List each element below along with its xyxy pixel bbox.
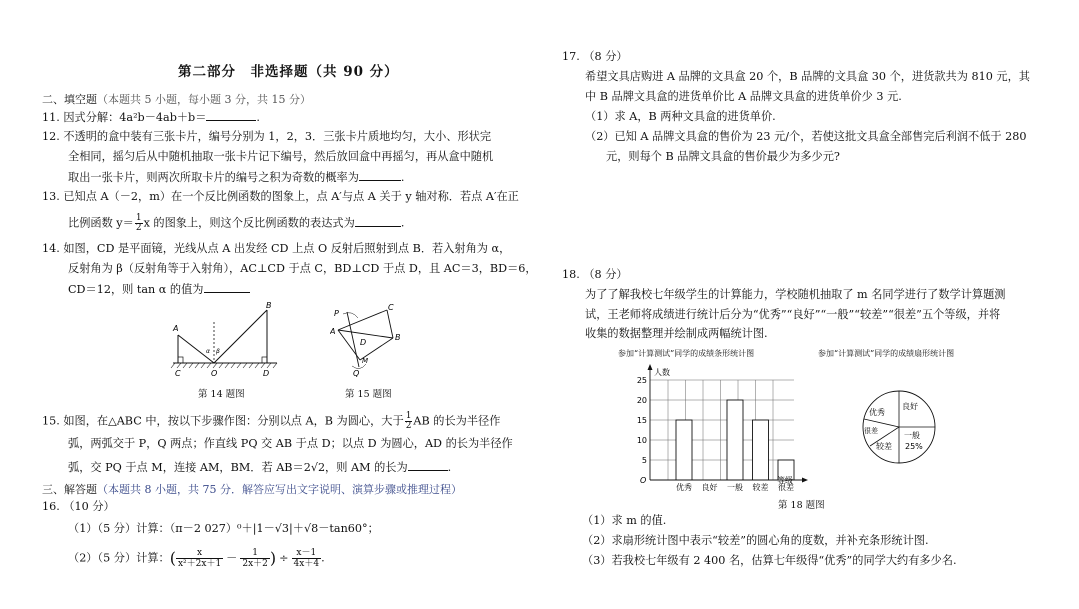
mirror-hatching: [171, 363, 277, 368]
q15-text: 弧，交 PQ 于点 M，连接 AM，BM．若 AB＝2√2，则 AM 的长为: [68, 461, 408, 474]
answer-blank: [408, 460, 448, 471]
question-15-line1: [42, 412, 500, 431]
question-14-line2: 反射角为 β（反射角等于入射角），AC⊥CD 于点 C，BD⊥CD 于点 D，且 AC＝3，BD＝6，: [68, 262, 537, 275]
y-tick-label: 25: [636, 376, 647, 385]
question-14-line3: [68, 282, 250, 297]
fraction-num: x: [176, 548, 223, 559]
y-tick-label: 10: [636, 436, 647, 445]
label-alpha: α: [206, 348, 210, 355]
question-13-line1: 13. 已知点 A（－2，m）在一个反比例函数的图象上，点 A′与点 A 关于 y 轴对称．若点 A′在正: [42, 190, 519, 203]
label-b: B: [395, 333, 401, 342]
label-a: A: [330, 327, 336, 336]
x-axis-arrow: [802, 478, 808, 483]
fraction-num: 1: [135, 213, 142, 223]
pie-label-poor: 较差: [876, 442, 892, 451]
period: .: [321, 551, 325, 565]
label-c: C: [388, 303, 394, 312]
fraction: [405, 412, 413, 431]
y-axis-arrow: [648, 364, 653, 370]
figure-14-caption: 第 14 题图: [198, 389, 245, 400]
question-12-line1: 12. 不透明的盒中装有三张卡片，编号分别为 1，2，3．三张卡片质地均匀，大小、形状完: [42, 130, 492, 143]
question-17-part2a: （2）已知 A 品牌文具盒的售价为 23 元/个，若使这批文具盒全部售完后利润不低于 280: [585, 130, 1027, 143]
bar-3: [753, 420, 769, 480]
label-d: D: [360, 338, 367, 347]
fraction-num: 1: [240, 548, 270, 559]
pie-label-average-pct: 25%: [905, 442, 923, 451]
question-17-line1: 希望文具店购进 A 品牌的文具盒 20 个，B 品牌的文具盒 30 个，进货款共为 810 元，其: [585, 70, 1030, 83]
label-d: D: [263, 369, 270, 378]
q15-text-a: 15. 如图，在△ABC 中，按以下步骤作图：分别以点 A，B 为圆心，大于: [42, 414, 404, 428]
section-title: 第二部分 非选择题（共 90 分）: [178, 64, 399, 80]
question-18: 18. （8 分）: [562, 268, 628, 281]
label-p: P: [334, 309, 339, 318]
answer-blank: [204, 282, 250, 293]
fill-blank-label: 二、填空题: [42, 93, 97, 106]
y-tick-label: 20: [636, 396, 647, 405]
pie-chart-title: 参加“计算测试”同学的成绩扇形统计图: [818, 349, 955, 358]
q15-text-b: AB 的长为半径作: [413, 414, 501, 428]
answer-blank: [206, 110, 256, 121]
label-a: A: [173, 324, 179, 333]
label-o: O: [211, 369, 218, 378]
x-tick-label: 一般: [727, 483, 743, 492]
fraction-den: 2: [405, 421, 412, 431]
fraction: [135, 214, 143, 233]
answer-blank: [359, 170, 401, 181]
q11-text: 11. 因式分解：4a²b－4ab＋b＝: [42, 111, 207, 124]
question-16-part1: （1）（5 分）计算：（π－2 027）⁰＋|1－√3|＋√8－tan60°；: [68, 522, 379, 535]
minus-sign: －: [226, 551, 238, 565]
y-axis-label: 人数: [654, 368, 670, 377]
fraction-3: [292, 548, 322, 569]
bar-yticks: [637, 376, 647, 465]
q13-text-b: x 的图象上，则这个反比例函数的表达式为: [143, 216, 355, 230]
bar-2: [727, 400, 743, 480]
bar-0: [676, 420, 692, 480]
question-14-line1: 14. 如图，CD 是平面镜，光线从点 A 出发经 CD 上点 O 反射后照射到点 B．若入射角为 α，: [42, 242, 511, 255]
pie-label-good: 良好: [902, 402, 918, 411]
q13-text-a: 比例函数 y＝: [68, 216, 134, 230]
fill-blank-note: （本题共 5 小题，每小题 3 分，共 15 分）: [97, 93, 311, 106]
fraction-den: 4x＋4: [293, 559, 320, 569]
x-tick-label: 优秀: [676, 483, 692, 492]
x-axis-label: 等级: [777, 476, 793, 485]
pie-label-very-poor: 很差: [864, 427, 878, 435]
label-c: C: [175, 369, 181, 378]
pie-label-excellent: 优秀: [869, 408, 885, 417]
question-12-line3: 取出一张卡片，则两次所取卡片的编号之积为奇数的概率为 .: [68, 171, 405, 184]
answer-blank: [355, 216, 401, 227]
divide-sign: ÷: [279, 551, 289, 565]
question-18-line1: 为了了解我校七年级学生的计算能力，学校随机抽取了 m 名同学进行了数学计算题测: [585, 288, 1006, 301]
figure-15: [330, 300, 410, 378]
figure-18-caption: 第 18 题图: [778, 500, 825, 511]
question-15-line3: 弧，交 PQ 于点 M，连接 AM，BM．若 AB＝2√2，则 AM 的长为 .: [68, 461, 452, 474]
label-beta: β: [216, 348, 220, 355]
question-13-line2: 比例函数 y＝ $\frac{1}{2}$ x 的图象上，则这个反比例函数的表达式为 .: [68, 213, 405, 233]
question-17: 17. （8 分）: [562, 50, 628, 63]
question-16: 16. （10 分）: [42, 500, 115, 513]
question-17-part1: （1）求 A，B 两种文具盒的进货单价.: [585, 110, 776, 123]
fill-blank-heading: [42, 91, 311, 107]
x-tick-label: 很差: [778, 483, 794, 492]
line-pq: [347, 312, 359, 367]
question-18-line3: 收集的数据整理并绘制成两幅统计图.: [585, 327, 768, 340]
label-m: M: [362, 357, 369, 365]
question-18-part1: （1）求 m 的值.: [582, 514, 667, 527]
question-15-line2: 弧，两弧交于 P，Q 两点；作直线 PQ 交 AB 于点 D；以点 D 为圆心，AD 的长为半径作: [68, 437, 513, 450]
q14-text: CD＝12，则 tan α 的值为: [68, 283, 204, 296]
question-12-line2: 全相同，摇匀后从中随机抽取一张卡片记下编号，然后放回盒中再摇匀，再从盒中随机: [68, 150, 494, 163]
bar-chart-title: 参加“计算测试”同学的成绩条形统计图: [618, 349, 755, 358]
x-tick-label: 良好: [701, 483, 718, 492]
label-b: B: [266, 301, 272, 310]
fraction-den: 2: [135, 223, 142, 233]
question-17-part2b: 元，则每个 B 品牌文具盒的售价最少为多少元?: [606, 150, 840, 163]
solution-note: （本题共 8 小题，共 75 分．解答应写出文字说明、演算步骤或推理过程）: [97, 483, 462, 496]
q12-text: 取出一张卡片，则两次所取卡片的编号之积为奇数的概率为: [68, 171, 359, 184]
question-17-line2: 中 B 品牌文具盒的进货单价比 A 品牌文具盒的进货单价少 3 元.: [585, 90, 902, 103]
question-11: 11. 因式分解：4a²b－4ab＋b＝ .: [42, 111, 260, 124]
x-tick-label: 较差: [752, 483, 769, 492]
y-tick-label: 15: [636, 416, 647, 425]
question-18-part3: （3）若我校七年级有 2 400 名，估算七年级得“优秀”的同学大约有多少名.: [582, 554, 957, 567]
fraction-den: 2x＋2: [242, 559, 268, 569]
origin-label: O: [640, 476, 647, 485]
pie-chart: [855, 388, 947, 468]
y-tick-label: 5: [641, 456, 647, 465]
question-18-part2: （2）求扇形统计图中表示“较差”的圆心角的度数，并补充条形统计图.: [582, 534, 929, 547]
solution-heading: [42, 481, 462, 497]
fraction-2: [240, 548, 270, 569]
question-18-line2: 试，王老师将成绩进行统计后分为“优秀”“良好”“一般”“较差”“很差”五个等级，并将: [585, 308, 1001, 321]
figure-15-caption: 第 15 题图: [345, 389, 392, 400]
fraction-1: [176, 548, 223, 569]
q16-2-text: （2）（5 分）计算：: [68, 551, 170, 565]
bar-grid: [650, 380, 794, 480]
fraction-num: 1: [405, 411, 412, 421]
fraction-num: x－1: [292, 548, 322, 559]
pie-label-average: 一般: [904, 431, 920, 440]
question-16-part2: （2）（5 分）计算：( $\frac{x}{\text{x²＋2x＋1}}$ － $\frac{1}{2x+2}$ ) ÷ $\frac{x-1}{4x+4}$ .: [68, 548, 325, 569]
solution-label: 三、解答题: [42, 483, 97, 496]
figure-14: [165, 300, 285, 378]
bar-chart: [634, 362, 814, 492]
label-q: Q: [353, 369, 360, 378]
fraction-den: x²＋2x＋1: [177, 559, 222, 569]
